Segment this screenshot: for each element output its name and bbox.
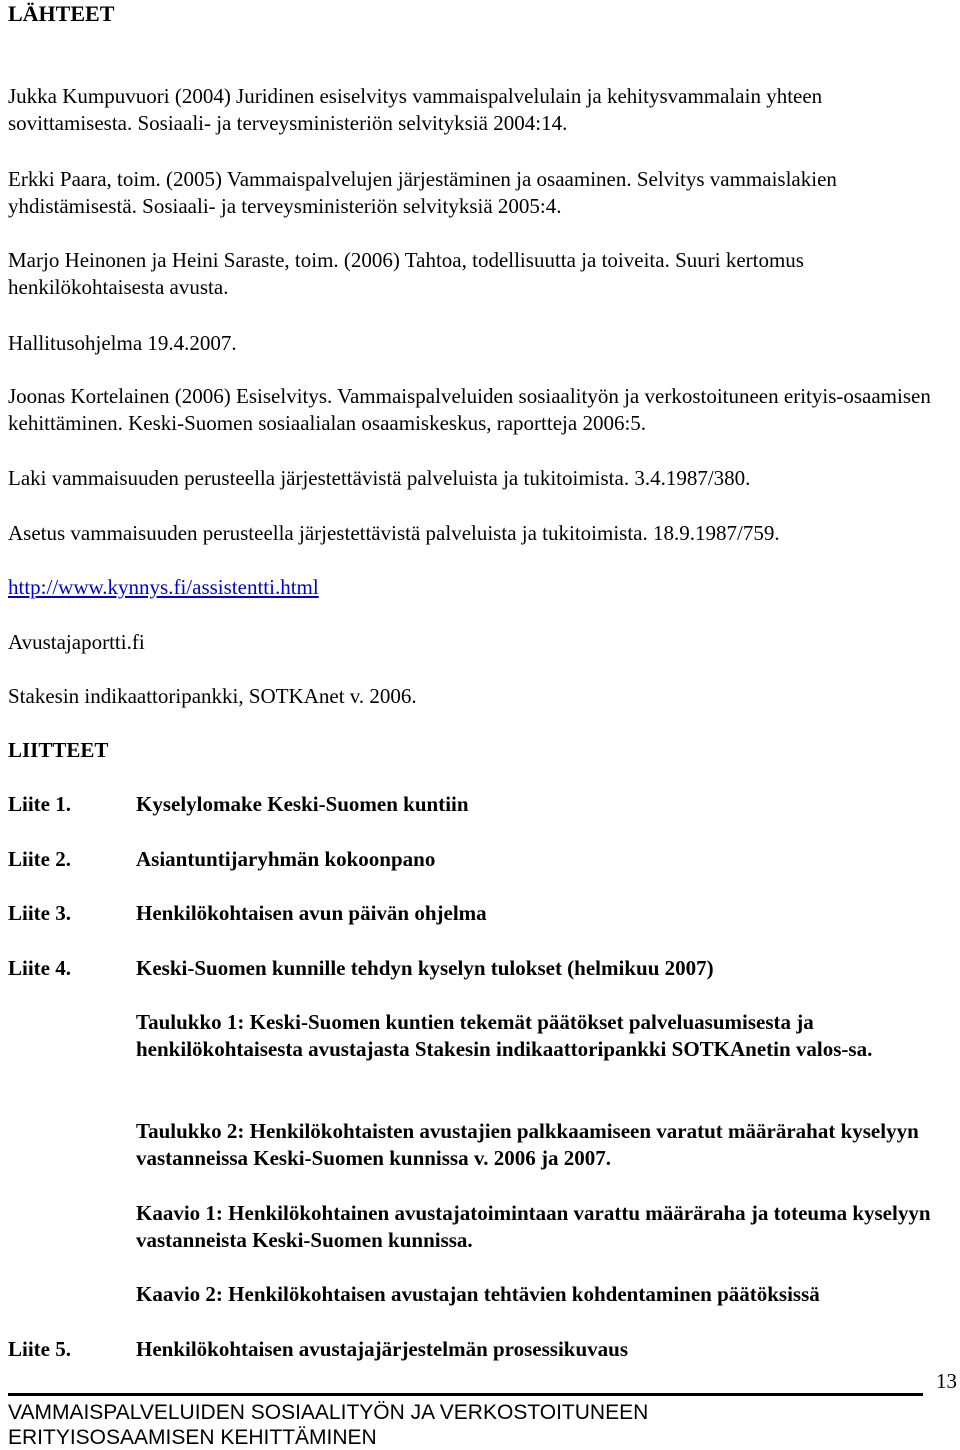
source-item: Avustajaportti.fi (8, 630, 145, 654)
kynnys-link[interactable]: http://www.kynnys.fi/assistentti.html (8, 575, 319, 599)
source-item: Marjo Heinonen ja Heini Saraste, toim. (2006) Tahtoa, todellisuutta ja toiveita. Suuri kertomus henkilökohtaisesta avusta. (8, 248, 804, 299)
source-item: Joonas Kortelainen (2006) Esiselvitys. Vammaispalveluiden sosiaalityön ja verkostoituneen erityis-osaamisen kehittäminen. Keski-Suomen sosiaalialan osaamiskeskus, raportteja 2006:5. (8, 384, 931, 435)
footer-line: ERITYISOSAAMISEN KEHITTÄMINEN (8, 1426, 377, 1449)
liite4-subitem: Taulukko 1: Keski-Suomen kuntien tekemät päätökset palveluasumisesta ja henkilökohtaisesta avustajasta Stakesin indikaattoripankki SOTKAnetin valos-sa. (136, 1010, 873, 1061)
source-item: Asetus vammaisuuden perusteella järjestettävistä palveluista ja tukitoimista. 18.9.1987/759. (8, 521, 780, 545)
appendix-title: Henkilökohtaisen avustajajärjestelmän prosessikuvaus (136, 1337, 629, 1361)
appendix-title: Keski-Suomen kunnille tehdyn kyselyn tulokset (helmikuu 2007) (136, 956, 714, 980)
source-item: Jukka Kumpuvuori (2004) Juridinen esiselvitys vammaispalvelulain ja kehitysvammalain yhteen sovittamisesta. Sosiaali- ja terveysministeriön selvityksiä 2004:14. (8, 84, 823, 135)
liite4-subitem: Taulukko 2: Henkilökohtaisten avustajien palkkaamiseen varatut määrärahat kyselyyn vastanneissa Keski-Suomen kunnissa v. 2006 ja 2007. (136, 1119, 919, 1170)
appendix-label: Liite 3. (8, 901, 71, 925)
appendix-title: Asiantuntijaryhmän kokoonpano (136, 847, 436, 871)
footer-divider (8, 1393, 923, 1396)
liite4-subitem: Kaavio 1: Henkilökohtainen avustajatoimintaan varattu määräraha ja toteuma kyselyyn vastanneista Keski-Suomen kunnissa. (136, 1201, 931, 1252)
source-item: Laki vammaisuuden perusteella järjestettävistä palveluista ja tukitoimista. 3.4.1987/380. (8, 466, 751, 490)
liite4-subitem: Kaavio 2: Henkilökohtaisen avustajan tehtävien kohdentaminen päätöksissä (136, 1282, 820, 1306)
appendix-title: Henkilökohtaisen avun päivän ohjelma (136, 901, 487, 925)
appendix-title: Kyselylomake Keski-Suomen kuntiin (136, 792, 469, 816)
appendix-label: Liite 5. (8, 1337, 71, 1361)
source-item: Stakesin indikaattoripankki, SOTKAnet v. 2006. (8, 684, 417, 708)
appendix-label: Liite 2. (8, 847, 71, 871)
footer-line: VAMMAISPALVELUIDEN SOSIAALITYÖN JA VERKOSTOITUNEEN (8, 1401, 649, 1424)
running-footer (8, 1400, 648, 1450)
sources-heading: LÄHTEET (8, 1, 115, 26)
appendix-label: Liite 4. (8, 956, 71, 980)
appendices-heading: LIITTEET (8, 738, 109, 762)
source-link[interactable] (8, 574, 948, 601)
page-number: 13 (936, 1369, 957, 1393)
appendix-label: Liite 1. (8, 792, 71, 816)
source-item: Hallitusohjelma 19.4.2007. (8, 331, 237, 355)
source-item: Erkki Paara, toim. (2005) Vammaispalvelujen järjestäminen ja osaaminen. Selvitys vammaislakien yhdistämisestä. Sosiaali- ja terveysministeriön selvityksiä 2005:4. (8, 167, 837, 218)
